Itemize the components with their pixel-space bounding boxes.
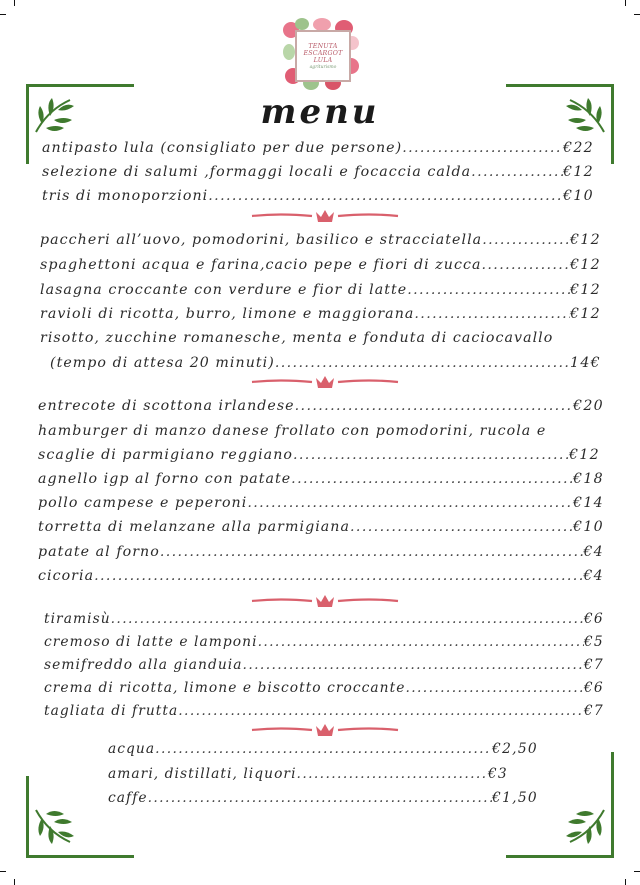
item-price: €3 (487, 766, 508, 782)
item-price: €12 (570, 232, 601, 248)
item-name-line1: risotto, zucchine romanesche, menta e fonduta di caciocavallo (40, 330, 554, 346)
item-price: €12 (570, 257, 601, 273)
menu-item (38, 568, 604, 590)
item-price: €2,50 (492, 741, 538, 757)
item-name: agnello igp al forno con patate (38, 471, 292, 487)
dot-leader (111, 611, 584, 627)
item-price: €10 (563, 188, 594, 204)
dot-leader (471, 164, 563, 180)
item-name: crema di ricotta, limone e biscotto croccante (44, 680, 406, 696)
item-name: semifreddo alla gianduia (44, 657, 243, 673)
menu-item (44, 611, 604, 633)
menu-item (38, 398, 604, 420)
item-price: €7 (583, 703, 604, 719)
item-name: torretta di melanzane alla parmigiana (38, 519, 351, 535)
menu-item (42, 164, 594, 186)
item-price: €10 (573, 519, 604, 535)
item-price: €5 (583, 634, 604, 650)
item-price: €14 (573, 495, 604, 511)
menu-item (40, 232, 601, 254)
menu-item (108, 766, 508, 788)
dot-leader (407, 282, 570, 298)
rose-wreath-logo (283, 18, 359, 90)
item-name: cremoso di latte e lamponi (44, 634, 258, 650)
item-price: €1,50 (492, 790, 538, 806)
item-price: €18 (573, 471, 604, 487)
item-price: €6 (583, 611, 604, 627)
logo-text-4: agriturismo (309, 64, 337, 70)
dot-leader (247, 495, 573, 511)
item-name: (tempo di attesa 20 minuti) (50, 355, 275, 371)
item-name: pollo campese e peperoni (38, 495, 248, 511)
dot-leader (208, 188, 563, 204)
item-name: paccheri all’uovo, pomodorini, basilico e stracciatella (40, 232, 483, 248)
item-name: ravioli di ricotta, burro, limone e maggiorana (40, 306, 415, 322)
dot-leader (297, 766, 488, 782)
menu-item (44, 634, 604, 656)
crop-mark (0, 14, 6, 15)
dot-leader (160, 544, 584, 560)
dot-leader (405, 680, 583, 696)
item-price: €12 (570, 306, 601, 322)
crop-mark (0, 871, 6, 872)
item-name: spaghettoni acqua e farina,cacio pepe e fiori di zucca (40, 257, 482, 273)
item-price: €6 (583, 680, 604, 696)
item-name: tiramisù (44, 611, 111, 627)
item-name: cicoria (38, 568, 95, 584)
menu-item (38, 447, 600, 469)
dot-leader (258, 634, 584, 650)
logo-text-1: TENUTA (308, 42, 338, 50)
logo-frame (295, 30, 351, 82)
crop-mark (625, 879, 626, 885)
menu-title: menu (260, 92, 380, 132)
item-name: tris di monoporzioni (42, 188, 209, 204)
menu-item (38, 495, 604, 517)
item-price: 14€ (570, 355, 601, 371)
dot-leader (178, 703, 584, 719)
item-price: €7 (583, 657, 604, 673)
dot-leader (482, 232, 570, 248)
dot-leader (295, 398, 573, 414)
crop-mark (634, 871, 640, 872)
logo-text-3: LULA (313, 56, 333, 64)
crop-mark (14, 0, 15, 6)
item-name: scaglie di parmigiano reggiano (38, 447, 293, 463)
menu-item (40, 282, 601, 304)
menu-item (42, 140, 594, 162)
item-name: tagliata di frutta (44, 703, 179, 719)
dot-leader (481, 257, 570, 273)
dot-leader (275, 355, 570, 371)
item-name: lasagna croccante con verdure e fior di latte (40, 282, 408, 298)
menu-item (42, 188, 594, 210)
dot-leader (94, 568, 583, 584)
item-name: amari, distillati, liquori (108, 766, 297, 782)
item-price: €4 (583, 568, 604, 584)
item-price: €12 (569, 447, 600, 463)
item-price: €12 (570, 282, 601, 298)
dot-leader (155, 741, 492, 757)
item-price: €22 (563, 140, 594, 156)
menu-item (44, 657, 604, 679)
crown-divider-icon (250, 208, 400, 224)
menu-item (40, 257, 601, 279)
crop-mark (634, 14, 640, 15)
dot-leader (291, 471, 573, 487)
crown-divider-icon (250, 593, 400, 609)
dot-leader (293, 447, 569, 463)
crown-divider-icon (250, 722, 400, 738)
menu-item (44, 680, 604, 702)
crop-mark (14, 879, 15, 885)
crop-mark (625, 0, 626, 6)
item-name: antipasto lula (consigliato per due persone) (42, 140, 403, 156)
item-name: acqua (108, 741, 156, 757)
dot-leader (148, 790, 492, 806)
item-name-line1: hamburger di manzo danese frollato con pomodorini, rucola e (38, 423, 547, 439)
dot-leader (402, 140, 563, 156)
item-name: selezione di salumi ,formaggi locali e focaccia calda (42, 164, 472, 180)
menu-item (40, 306, 601, 328)
item-name: patate al forno (38, 544, 160, 560)
menu-item (38, 544, 604, 566)
item-price: €12 (563, 164, 594, 180)
menu-item (38, 471, 604, 493)
menu-item (38, 519, 604, 541)
dot-leader (350, 519, 573, 535)
menu-item (108, 790, 538, 812)
laurel-corner-icon (26, 776, 136, 858)
item-price: €4 (583, 544, 604, 560)
logo-text-2: ESCARGOT (303, 49, 343, 57)
dot-leader (414, 306, 570, 322)
dot-leader (243, 657, 584, 673)
crown-divider-icon (250, 374, 400, 390)
item-price: €20 (573, 398, 604, 414)
menu-item (108, 741, 538, 763)
item-name: caffe (108, 790, 148, 806)
item-name: entrecote di scottona irlandese (38, 398, 295, 414)
